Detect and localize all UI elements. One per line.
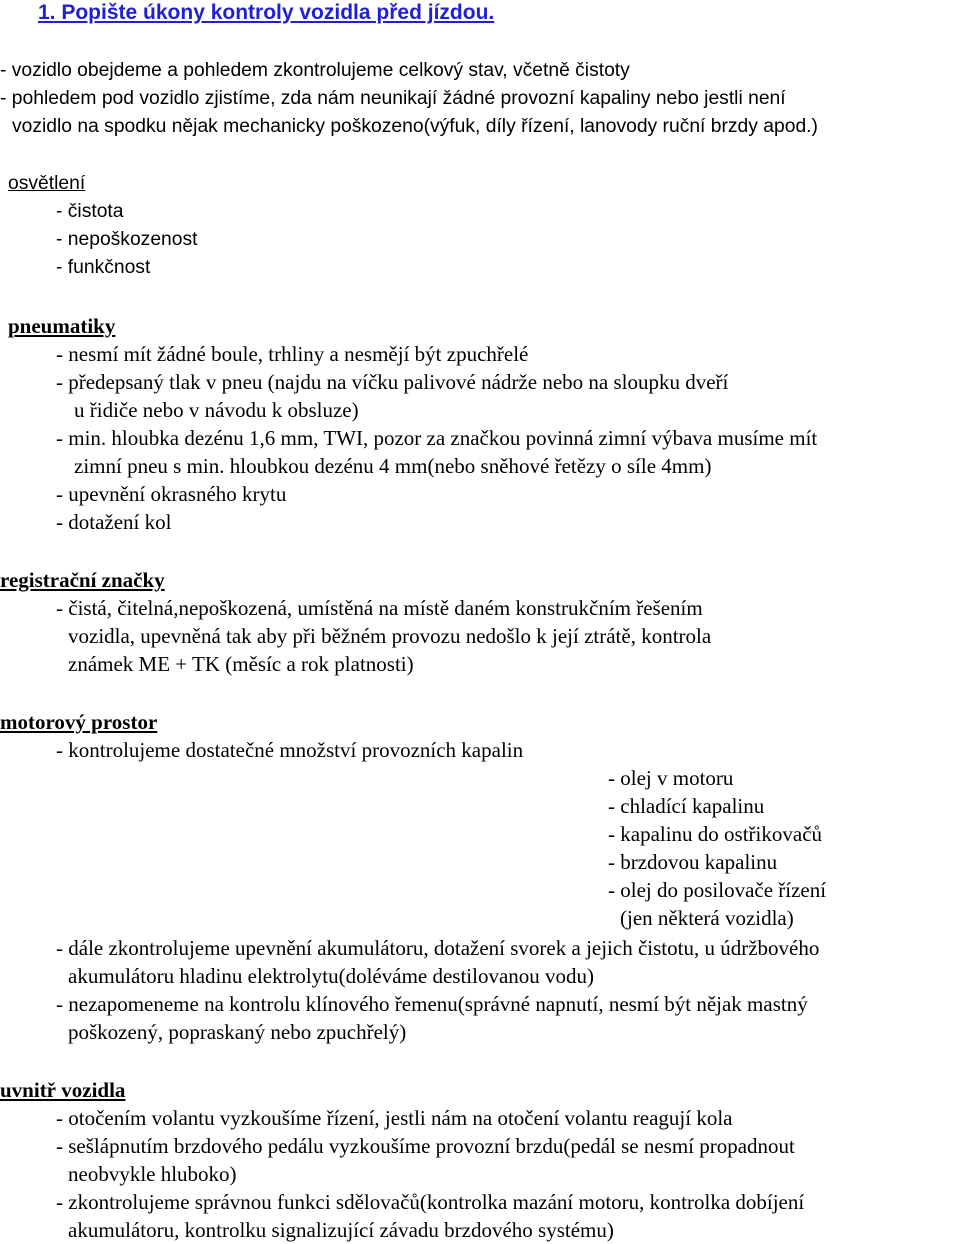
list-item: akumulátoru hladinu elektrolytu(doléváme destilovanou vodu) <box>68 964 595 988</box>
list-item: - nesmí mít žádné boule, trhliny a nesmějí být zpuchřelé <box>56 342 529 366</box>
registracni-list-wrap <box>56 594 711 678</box>
list-item: zimní pneu s min. hloubkou dezénu 4 mm(nebo sněhové řetězy o síle 4mm) <box>74 454 712 478</box>
list-item: akumulátoru, kontrolku signalizující závadu brzdového systému) <box>68 1218 614 1242</box>
list-item: - předepsaný tlak v pneu (najdu na víčku palivové nádrže nebo na sloupku dveří <box>56 370 729 394</box>
list-item: - otočením volantu vyzkoušíme řízení, jestli nám na otočení volantu reagují kola <box>56 1106 733 1130</box>
list-item: - nepoškozenost <box>56 229 198 250</box>
list-item: - chladící kapalinu <box>608 794 765 818</box>
list-item: - sešlápnutím brzdového pedálu vyzkoušíme provozní brzdu(pedál se nesmí propadnout <box>56 1134 795 1158</box>
list-item: - dotažení kol <box>56 510 172 534</box>
list-item: neobvykle hluboko) <box>68 1162 237 1186</box>
list-item: poškozený, popraskaný nebo zpuchřelý) <box>68 1020 407 1044</box>
section-osvetleni <box>8 170 197 282</box>
list-item: - zkontrolujeme správnou funkci sdělovačů(kontrolka mazání motoru, kontrolka dobíjení <box>56 1190 805 1214</box>
list-item: - čistota <box>56 201 124 222</box>
list-item: - upevnění okrasného krytu <box>56 482 287 506</box>
fluids-list <box>608 764 826 932</box>
list-item: - funkčnost <box>56 257 151 278</box>
uvnitr-list-wrap <box>56 1104 804 1244</box>
section-heading-registracni: registrační značky <box>0 568 165 592</box>
motorovy-list-wrap <box>56 934 819 1046</box>
list-item: - brzdovou kapalinu <box>608 850 778 874</box>
section-registracni <box>0 566 165 594</box>
osvetleni-list <box>8 198 197 282</box>
section-heading-motorovy: motorový prostor <box>0 710 158 734</box>
section-heading-osvetleni: osvětlení <box>8 173 86 194</box>
section-motorovy <box>0 708 157 736</box>
list-item: (jen některá vozidla) <box>620 906 794 930</box>
list-item: vozidla, upevněná tak aby při běžném provozu nedošlo k její ztrátě, kontrola <box>68 624 712 648</box>
motorovy-list <box>56 934 819 1046</box>
list-item: známek ME + TK (měsíc a rok platnosti) <box>68 652 414 676</box>
list-item: u řidiče nebo v návodu k obsluze) <box>74 398 359 422</box>
list-item: - nezapomeneme na kontrolu klínového řemenu(správné napnutí, nesmí být nějak mastný <box>56 992 808 1016</box>
motorovy-lead: - kontrolujeme dostatečné množství provozních kapalin <box>56 738 524 762</box>
uvnitr-list <box>56 1104 804 1244</box>
list-item: - dále zkontrolujeme upevnění akumulátoru, dotažení svorek a jejich čistotu, u údržbového <box>56 936 820 960</box>
list-item: - olej do posilovače řízení <box>608 878 827 902</box>
section-uvnitr <box>0 1076 125 1104</box>
list-item: - min. hloubka dezénu 1,6 mm, TWI, pozor za značkou povinná zimní výbava musíme mít <box>56 426 818 450</box>
list-item: - čistá, čitelná,nepoškozená, umístěná na místě daném konstrukčním řešením <box>56 596 703 620</box>
pneumatiky-list <box>56 340 817 536</box>
intro-line: - pohledem pod vozidlo zjistíme, zda nám neunikají žádné provozní kapaliny nebo jestli není <box>0 88 786 109</box>
list-item: - kapalinu do ostřikovačů <box>608 822 823 846</box>
section-heading-uvnitr: uvnitř vozidla <box>0 1078 126 1102</box>
fluids-list-wrap <box>608 764 826 932</box>
page-title: 1. Popište úkony kontroly vozidla před jízdou. <box>38 1 495 24</box>
section-pneumatiky <box>8 312 115 340</box>
list-item: - olej v motoru <box>608 766 734 790</box>
pneumatiky-list-wrap <box>56 340 817 536</box>
registracni-list <box>56 594 711 678</box>
intro-line: vozidlo na spodku nějak mechanicky poškozeno(výfuk, díly řízení, lanovody ruční brzdy apod.) <box>12 116 818 137</box>
intro-line: - vozidlo obejdeme a pohledem zkontrolujeme celkový stav, včetně čistoty <box>0 60 630 81</box>
section-heading-pneumatiky: pneumatiky <box>8 314 116 338</box>
intro-block <box>0 57 818 141</box>
